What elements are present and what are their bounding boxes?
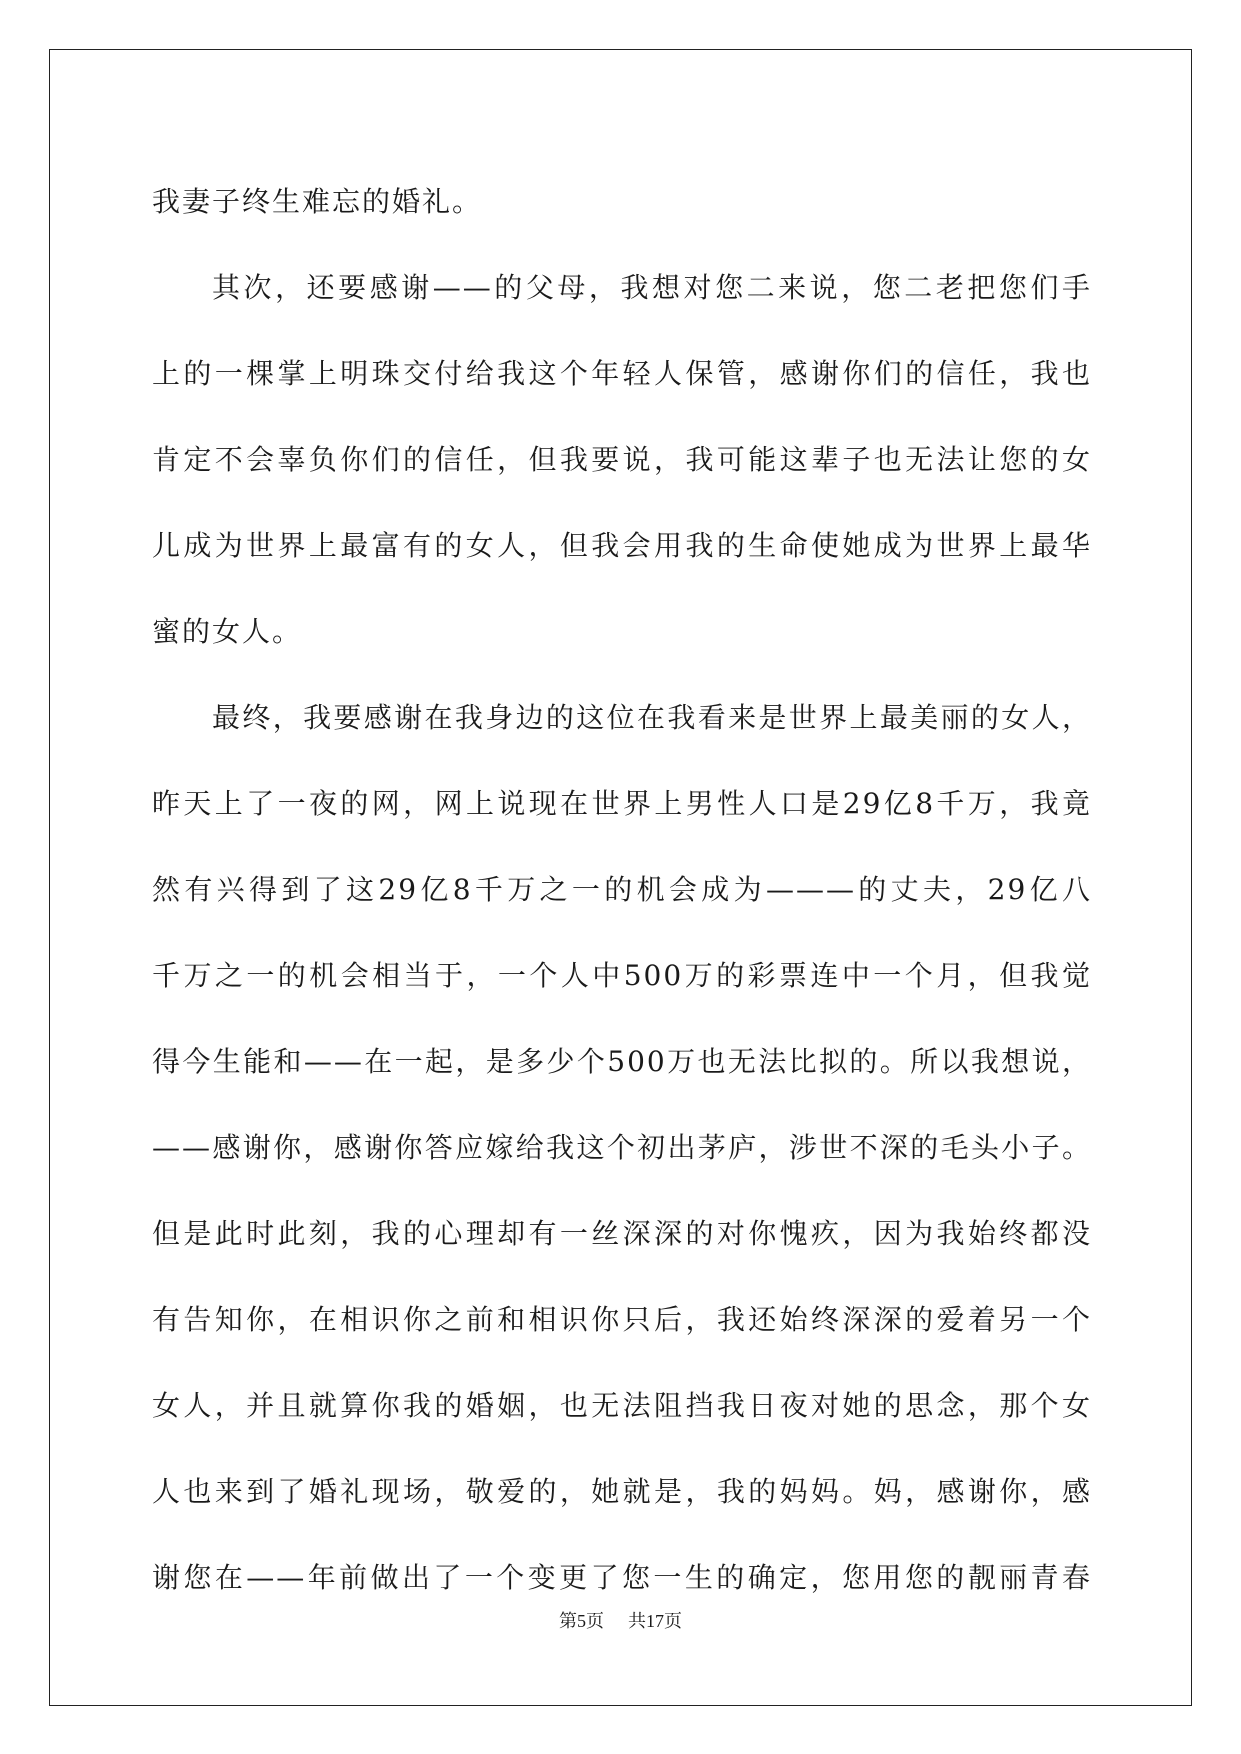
paragraph-line: 最终，我要感谢在我身边的这位在我看来是世界上最美丽的女人，: [212, 701, 1092, 734]
paragraph-line: 蜜的女人。: [152, 615, 303, 648]
paragraph-line: 肯定不会辜负你们的信任，但我要说，我可能这辈子也无法让您的女: [152, 443, 1092, 476]
paragraph-line: ——感谢你，感谢你答应嫁给我这个初出茅庐，涉世不深的毛头小子。: [152, 1131, 1092, 1164]
paragraph-line: 得今生能和——在一起，是多少个500万也无法比拟的。所以我想说，: [152, 1045, 1092, 1078]
page-footer: [0, 1607, 1241, 1633]
paragraph-line: 昨天上了一夜的网，网上说现在世界上男性人口是29亿8千万，我竟: [152, 787, 1092, 820]
paragraph-line: 其次，还要感谢——的父母，我想对您二来说，您二老把您们手: [212, 271, 1092, 304]
page-number: 第5页: [559, 1611, 604, 1631]
paragraph-line: 人也来到了婚礼现场，敬爱的，她就是，我的妈妈。妈，感谢你，感: [152, 1475, 1092, 1508]
paragraph-line: 儿成为世界上最富有的女人，但我会用我的生命使她成为世界上最华: [152, 529, 1092, 562]
paragraph-line: 谢您在——年前做出了一个变更了您一生的确定，您用您的靓丽青春: [152, 1561, 1092, 1594]
document-body: [152, 159, 1092, 1621]
paragraph-line: 上的一棵掌上明珠交付给我这个年轻人保管，感谢你们的信任，我也: [152, 357, 1092, 390]
page-total: 共17页: [628, 1611, 682, 1631]
paragraph-line: 有告知你，在相识你之前和相识你只后，我还始终深深的爱着另一个: [152, 1303, 1092, 1336]
paragraph-line: 女人，并且就算你我的婚姻，也无法阻挡我日夜对她的思念，那个女: [152, 1389, 1092, 1422]
paragraph-line: 我妻子终生难忘的婚礼。: [152, 185, 483, 218]
paragraph-line: 千万之一的机会相当于，一个人中500万的彩票连中一个月，但我觉: [152, 959, 1092, 992]
paragraph-line: 然有兴得到了这29亿8千万之一的机会成为———的丈夫，29亿八: [152, 873, 1092, 906]
paragraph-line: 但是此时此刻，我的心理却有一丝深深的对你愧疚，因为我始终都没: [152, 1217, 1092, 1250]
